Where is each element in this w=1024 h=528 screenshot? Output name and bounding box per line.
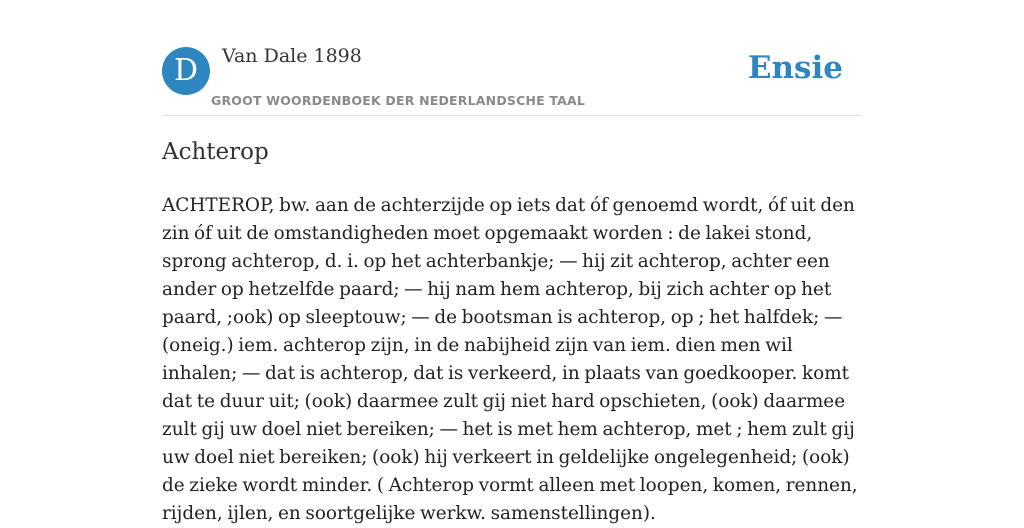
header-divider (162, 115, 862, 116)
source-avatar[interactable]: D (162, 47, 210, 95)
source-title[interactable]: Van Dale 1898 (222, 45, 362, 67)
entry-body: ACHTEROP, bw. aan de achterzijde op iets dat óf genoemd wordt, óf uit den zin óf uit de omstandigheden moet opgemaakt worden : de lakei stond, sprong achterop, d. i. op het achterbankje; — hij zit achterop, achter een ander op hetzelfde paard; — hij nam hem achterop, bij zich achter op het paard, ;ook) op sleeptouw; — de bootsman is achterop, op ; het halfdek; — (oneig.) iem. achterop zijn, in de nabijheid zijn van iem. dien men wil inhalen; — dat is achterop, dat is verkeerd, in plaats van goedkooper. komt dat te duur uit; (ook) daarmee zult gij niet hard opschieten, (ook) daarmee zult gij uw doel niet bereiken; — het is met hem achterop, met ; hem zult gij uw doel niet bereiken; (ook) hij verkeert in geldelijke ongelegenheid; (ook) de zieke wordt minder. ( Achterop vormt alleen met loopen, komen, rennen, rijden, ijlen, en soortgelijke werkw. samenstellingen). (162, 195, 858, 524)
brand-logo[interactable]: Ensie (747, 50, 843, 86)
entry-title: Achterop (162, 139, 269, 165)
source-subtitle: GROOT WOORDENBOEK DER NEDERLANDSCHE TAAL (211, 93, 586, 108)
